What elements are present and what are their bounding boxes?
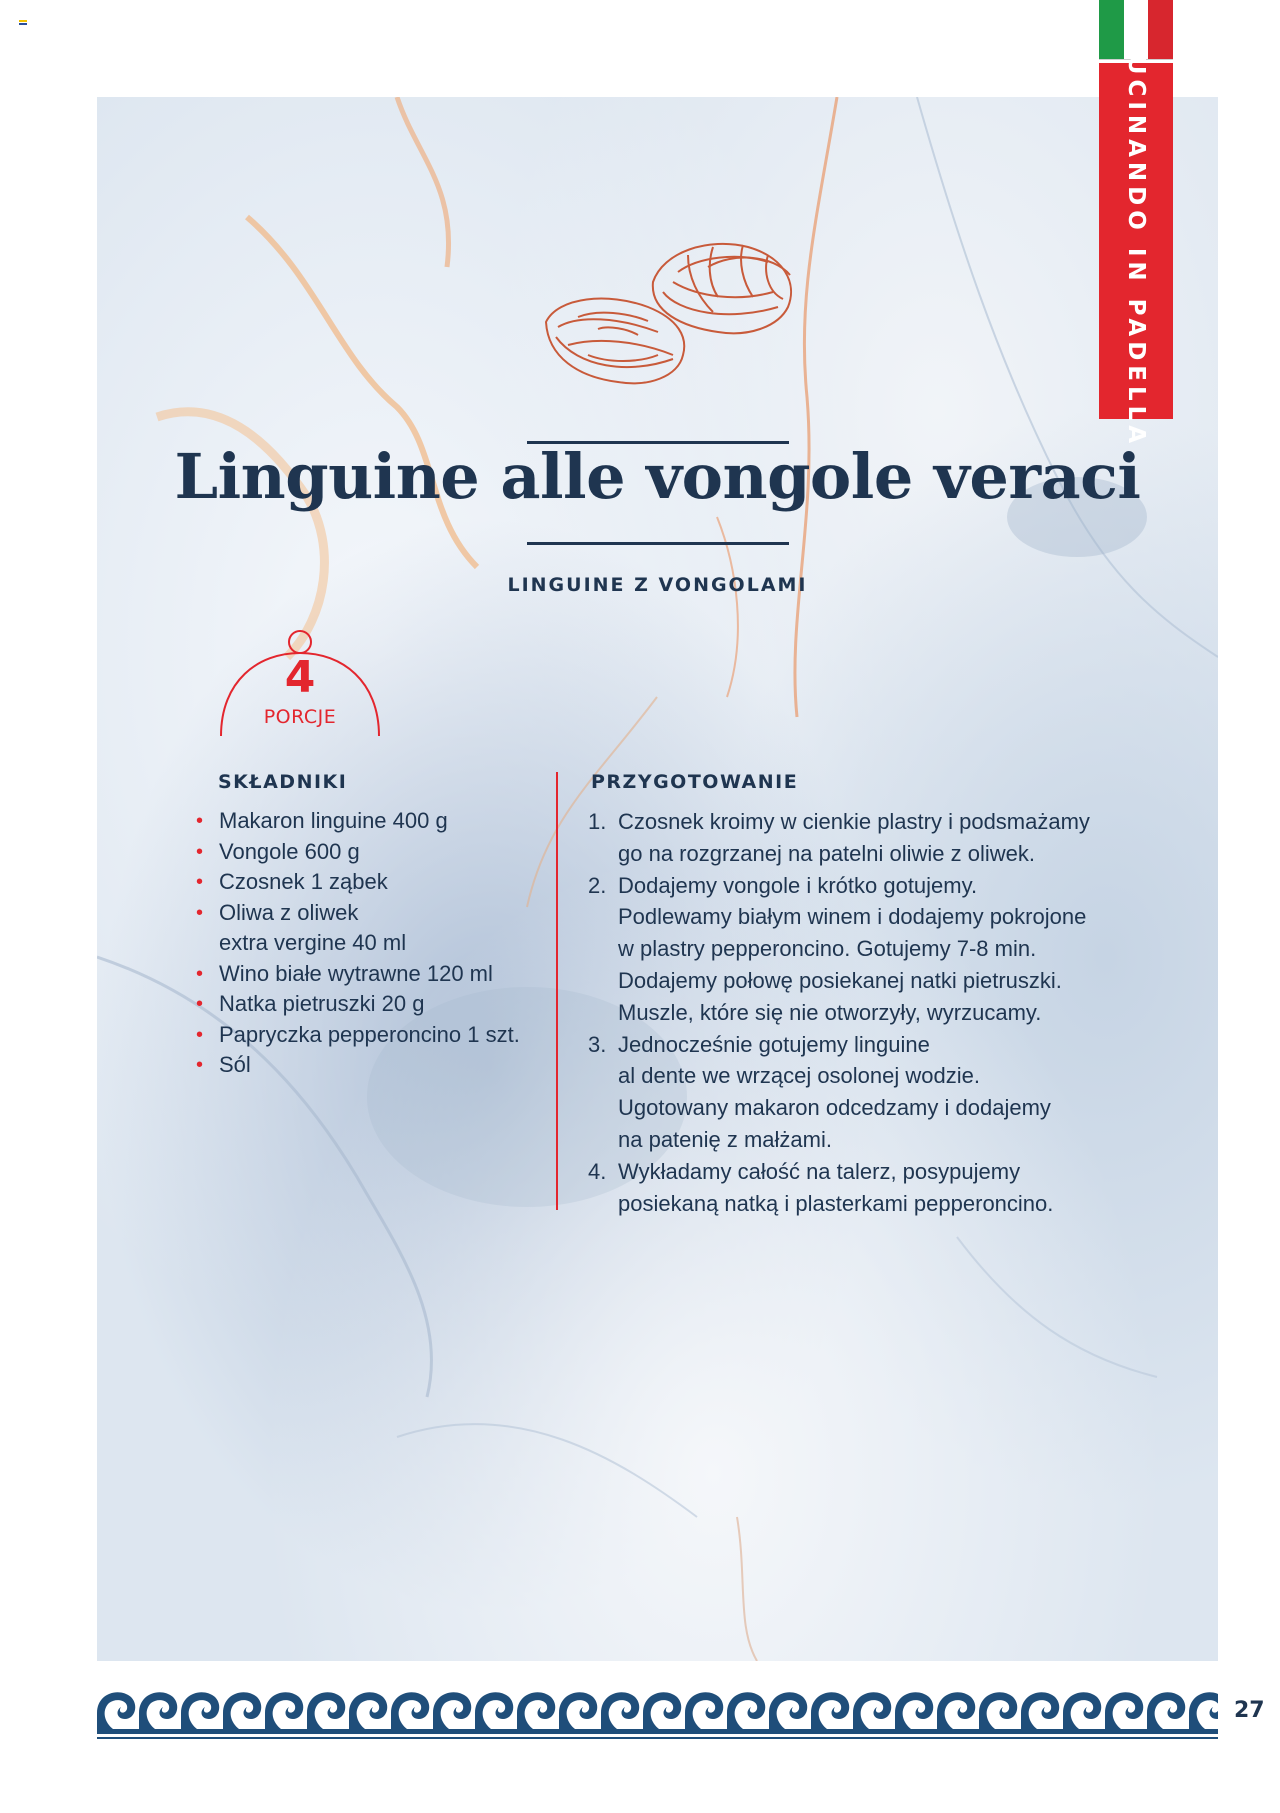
list-item: • Makaron linguine 400 g — [196, 808, 448, 833]
clams-illustration — [538, 237, 828, 427]
ingredients-heading: SKŁADNIKI — [218, 771, 348, 793]
list-item: 2. Dodajemy vongole i krótko gotujemy. Podlewamy białym winem i dodajemy pokrojone w plastry pepperoncino. Gotujemy 7-8 min. Dodajemy połowę posiekanej natki pietruszki. Muszle, które się nie otworzyły, wyrzucamy. — [588, 872, 1087, 1025]
preparation-steps — [588, 806, 1188, 1219]
page-number: 27 — [1234, 1698, 1265, 1723]
servings-label: PORCJE — [263, 706, 337, 728]
column-divider — [556, 772, 558, 1210]
servings-badge — [218, 626, 382, 736]
title-rule-bottom — [527, 542, 789, 545]
section-tab — [1099, 33, 1173, 449]
list-item: 3. Jednocześnie gotujemy linguine al dente we wrzącej osolonej wodzie. Ugotowany makaron odcedzamy i dodajemy na patenię z małżami. — [588, 1031, 1051, 1152]
servings-count: 4 — [284, 652, 316, 703]
list-item: • Oliwa z oliwek extra vergine 40 ml — [196, 899, 407, 955]
list-item: 1. Czosnek kroimy w cienkie plastry i podsmażamy go na rozgrzanej na patelni oliwie z oliwek. — [588, 809, 1090, 866]
ingredients-list — [196, 806, 536, 1081]
list-item: • Sól — [196, 1052, 251, 1077]
list-item: • Papryczka pepperoncino 1 szt. — [196, 1021, 520, 1047]
list-item: • Czosnek 1 ząbek — [196, 869, 388, 894]
flag-mini-icon — [19, 20, 27, 25]
list-item: 4. Wykładamy całość na talerz, posypujemy posiekaną natką i plasterkami pepperoncino. — [588, 1158, 1054, 1216]
preparation-heading: PRZYGOTOWANIE — [591, 771, 799, 793]
list-item: • Natka pietruszki 20 g — [196, 991, 425, 1016]
list-item: • Wino białe wytrawne 120 ml — [196, 960, 493, 986]
list-item: • Vongole 600 g — [196, 838, 360, 864]
wave-border — [97, 1683, 1218, 1741]
section-tab-label: CUCINANDO IN PADELLA — [1123, 33, 1149, 449]
recipe-title: Linguine alle vongole veraci — [174, 440, 1141, 513]
recipe-subtitle: LINGUINE Z VONGOLAMI — [507, 574, 808, 596]
